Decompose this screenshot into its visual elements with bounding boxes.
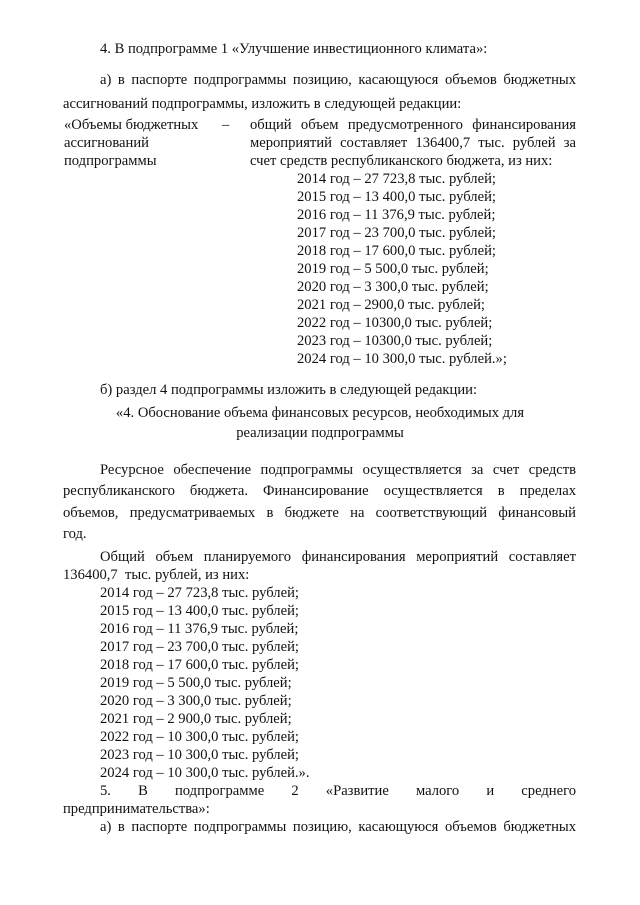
year2-2021: 2021 год – 2 900,0 тыс. рублей; <box>100 711 292 727</box>
year2-2022: 2022 год – 10 300,0 тыс. рублей; <box>100 729 299 745</box>
section-title-line1: «4. Обоснование объема финансовых ресурсов, необходимых для <box>115 405 525 421</box>
p1-line1: Ресурсное обеспечение подпрограммы осуществляется за счет средств <box>100 462 576 478</box>
item5-line2: предпринимательства»: <box>63 801 210 817</box>
table-right-line2: мероприятий составляет 136400,7 тыс. рублей за <box>250 135 576 151</box>
p2-line2: 136400,7 тыс. рублей, из них: <box>63 567 250 583</box>
year2-2017: 2017 год – 23 700,0 тыс. рублей; <box>100 639 299 655</box>
table-year-2016: 2016 год – 11 376,9 тыс. рублей; <box>297 207 496 223</box>
table-left-line2: ассигнований <box>64 135 149 151</box>
year2-2018: 2018 год – 17 600,0 тыс. рублей; <box>100 657 299 673</box>
table-year-2019: 2019 год – 5 500,0 тыс. рублей; <box>297 261 489 277</box>
item4-a-line2: ассигнований подпрограммы, изложить в следующей редакции: <box>63 96 462 112</box>
table-year-2015: 2015 год – 13 400,0 тыс. рублей; <box>297 189 496 205</box>
item5-line1: 5. В подпрограмме 2 «Развитие малого и среднего <box>100 783 576 799</box>
table-right-line1: общий объем предусмотренного финансирования <box>250 117 576 133</box>
table-year-2023: 2023 год – 10300,0 тыс. рублей; <box>297 333 493 349</box>
year2-2016: 2016 год – 11 376,9 тыс. рублей; <box>100 621 299 637</box>
table-left-line1: «Объемы бюджетных <box>64 117 199 133</box>
table-year-2018: 2018 год – 17 600,0 тыс. рублей; <box>297 243 496 259</box>
table-dash: – <box>222 117 230 133</box>
year2-2023: 2023 год – 10 300,0 тыс. рублей; <box>100 747 299 763</box>
year2-2019: 2019 год – 5 500,0 тыс. рублей; <box>100 675 292 691</box>
table-year-2022: 2022 год – 10300,0 тыс. рублей; <box>297 315 493 331</box>
year2-2014: 2014 год – 27 723,8 тыс. рублей; <box>100 585 299 601</box>
item5-a-line1: а) в паспорте подпрограммы позицию, касающуюся объемов бюджетных <box>100 819 576 835</box>
year2-2024: 2024 год – 10 300,0 тыс. рублей.». <box>100 765 310 781</box>
table-year-2024: 2024 год – 10 300,0 тыс. рублей.»; <box>297 351 507 367</box>
table-year-2014: 2014 год – 27 723,8 тыс. рублей; <box>297 171 496 187</box>
table-left-line3: подпрограммы <box>64 153 157 169</box>
p2-line1: Общий объем планируемого финансирования мероприятий составляет <box>100 549 576 565</box>
year2-2020: 2020 год – 3 300,0 тыс. рублей; <box>100 693 292 709</box>
table-year-2021: 2021 год – 2900,0 тыс. рублей; <box>297 297 485 313</box>
year2-2015: 2015 год – 13 400,0 тыс. рублей; <box>100 603 299 619</box>
p1-line2: республиканского бюджета. Финансирование осуществляется в пределах <box>63 483 576 499</box>
item4-b-line: б) раздел 4 подпрограммы изложить в следующей редакции: <box>100 382 477 398</box>
item4-a-line1: а) в паспорте подпрограммы позицию, касающуюся объемов бюджетных <box>100 72 576 88</box>
p1-line4: год. <box>63 526 87 542</box>
p1-line3: объемов, предусматриваемых в бюджете на соответствующий финансовый <box>63 505 576 521</box>
table-year-2017: 2017 год – 23 700,0 тыс. рублей; <box>297 225 496 241</box>
section-title-line2: реализации подпрограммы <box>236 425 404 441</box>
item4-heading: 4. В подпрограмме 1 «Улучшение инвестиционного климата»: <box>100 41 488 57</box>
table-right-line3: счет средств республиканского бюджета, из них: <box>250 153 553 169</box>
table-year-2020: 2020 год – 3 300,0 тыс. рублей; <box>297 279 489 295</box>
